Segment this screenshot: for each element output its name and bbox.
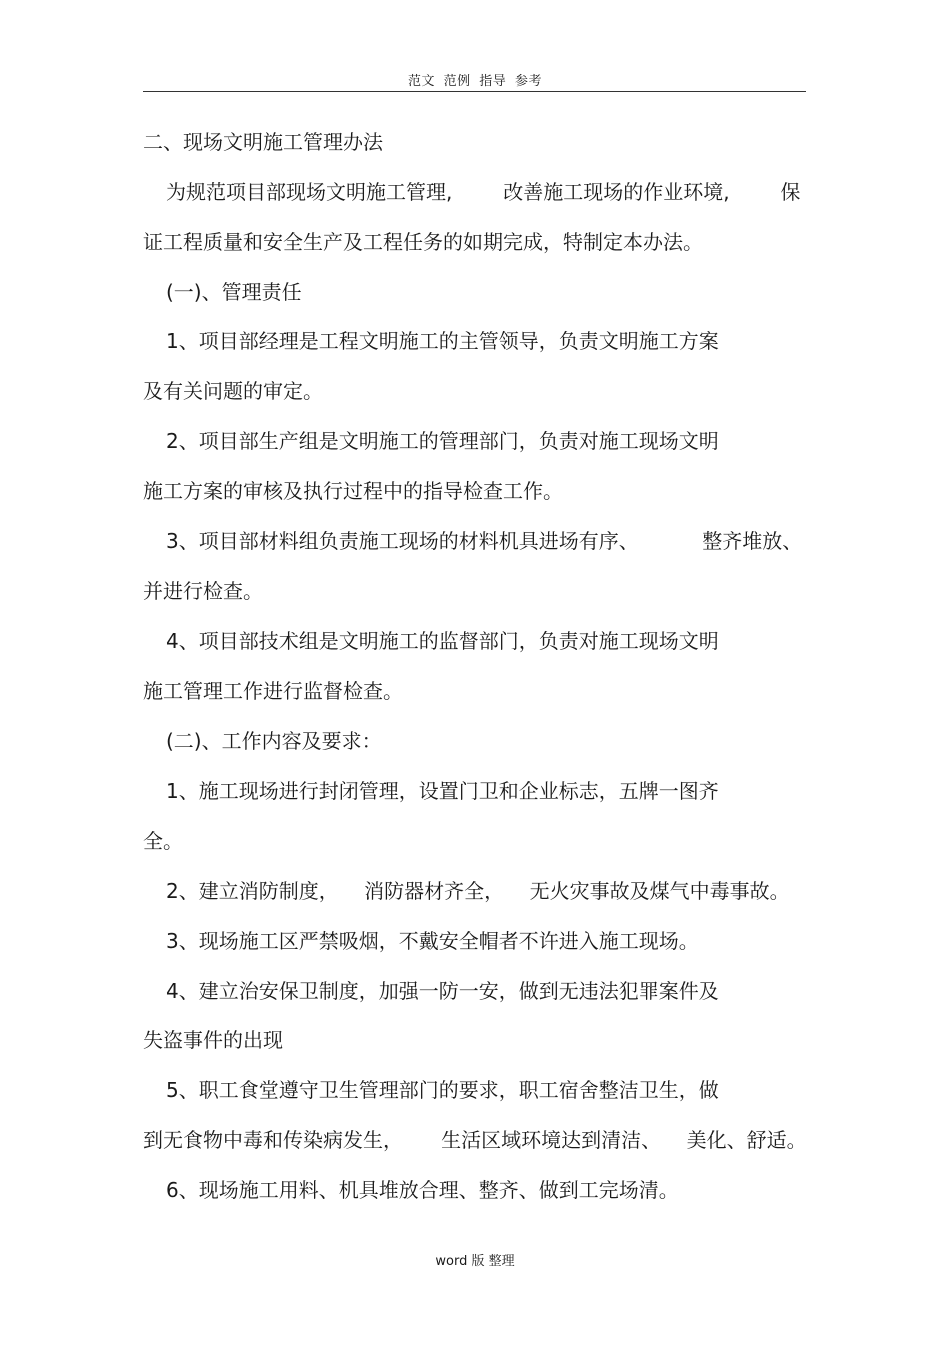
s1-item-2-line-1: 2、项目部生产组是文明施工的管理部门，负责对施工现场文明 — [166, 429, 719, 453]
document-title: 二、现场文明施工管理办法 — [143, 130, 383, 154]
s1-item-4-line-2: 施工管理工作进行监督检查。 — [143, 679, 403, 703]
s2-item-1-line-1: 1、施工现场进行封闭管理，设置门卫和企业标志，五牌一图齐 — [166, 779, 719, 803]
s2-item-4-line-2: 失盗事件的出现 — [143, 1028, 283, 1052]
intro-line-1: 为规范项目部现场文明施工管理, 改善施工现场的作业环境, 保 — [166, 180, 801, 204]
s1-item-2-line-2: 施工方案的审核及执行过程中的指导检查工作。 — [143, 479, 563, 503]
s2-item-5-line-1: 5、职工食堂遵守卫生管理部门的要求，职工宿舍整洁卫生，做 — [166, 1078, 719, 1102]
header-text: 范文 范例 指导 参考 — [408, 74, 542, 89]
header-divider — [143, 91, 806, 92]
page-footer: word 版 整理 — [435, 1254, 515, 1269]
intro-line-2: 证工程质量和安全生产及工程任务的如期完成，特制定本办法。 — [143, 230, 703, 254]
section-2-heading: (二)、工作内容及要求： — [166, 729, 382, 753]
s2-item-5-line-2: 到无食物中毒和传染病发生， 生活区域环境达到清洁、 美化、舒适。 — [143, 1128, 807, 1152]
section-1-heading: (一)、管理责任 — [166, 280, 302, 304]
s2-item-2-line-1: 2、建立消防制度， 消防器材齐全， 无火灾事故及煤气中毒事故。 — [166, 879, 790, 903]
s2-item-4-line-1: 4、建立治安保卫制度，加强一防一安，做到无违法犯罪案件及 — [166, 979, 719, 1003]
s2-item-6-line-1: 6、现场施工用料、机具堆放合理、整齐、做到工完场清。 — [166, 1178, 679, 1202]
s1-item-1-line-2: 及有关问题的审定。 — [143, 379, 323, 403]
s1-item-3-line-2: 并进行检查。 — [143, 579, 263, 603]
s2-item-3-line-1: 3、现场施工区严禁吸烟，不戴安全帽者不许进入施工现场。 — [166, 929, 699, 953]
s1-item-3-line-1: 3、项目部材料组负责施工现场的材料机具进场有序、 整齐堆放、 — [166, 529, 803, 553]
s1-item-1-line-1: 1、项目部经理是工程文明施工的主管领导，负责文明施工方案 — [166, 329, 719, 353]
s2-item-1-line-2: 全。 — [143, 829, 183, 853]
s1-item-4-line-1: 4、项目部技术组是文明施工的监督部门，负责对施工现场文明 — [166, 629, 719, 653]
